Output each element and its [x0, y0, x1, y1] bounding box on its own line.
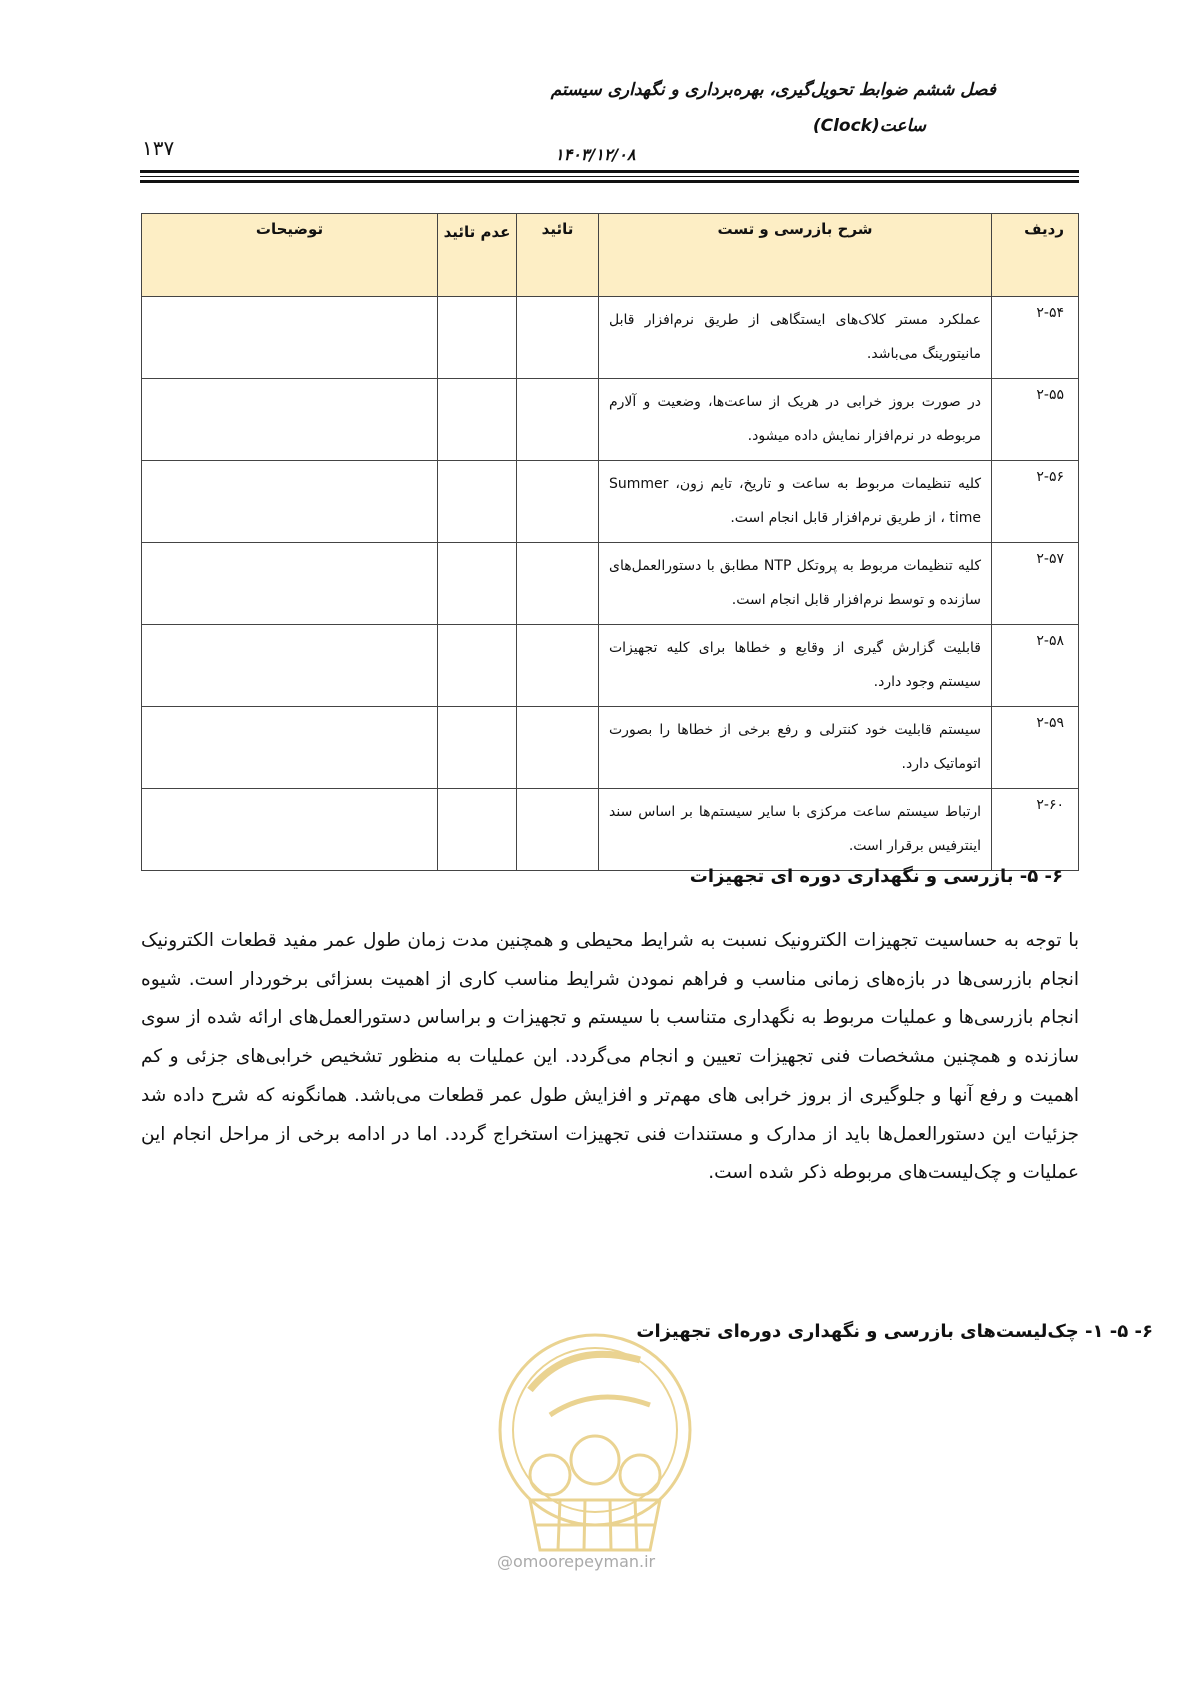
not-approved-cell — [438, 297, 517, 379]
table-row — [142, 461, 1079, 543]
row-description: قابلیت گزارش گیری از وقایع و خطاها برای کلیه تجهیزات سیستم وجود دارد. — [599, 625, 992, 707]
header-rule — [140, 180, 1079, 183]
table-row — [142, 543, 1079, 625]
page-number: ۱۳۷ — [142, 136, 175, 160]
table-row — [142, 379, 1079, 461]
table-row — [142, 707, 1079, 789]
chapter-title: فصل ششم ضوابط تحویل‌گیری، بهره‌برداری و نگهداری سیستم — [550, 80, 996, 100]
table-row — [142, 789, 1079, 871]
header-description: شرح بازرسی و تست — [599, 214, 992, 297]
section-paragraph: با توجه به حساسیت تجهیزات الکترونیک نسبت به شرایط محیطی و همچنین مدت زمان طول عمر مفید قطعات الکترونیک انجام بازرسی‌ها در بازه‌های زمانی مناسب و فراهم نمودن شرایط مناسب کاری از اهمیت بسزائی برخوردار است. شیوه انجام بازرسی‌ها و عملیات مربوط به نگهداری متناسب با سیستم و تجهیزات و براساس دستورالعمل‌های ارائه شده از سوی سازنده و همچنین مشخصات فنی تجهیزات تعیین و انجام می‌گردد. این عملیات به منظور تشخیص خرابی‌های جزئی و کم اهمیت و رفع آنها و جلوگیری از بروز خرابی های مهم‌تر و افزایش طول عمر قطعات می‌باشد. همانگونه که شرح داده شد جزئیات این دستورالعمل‌ها باید از مدارک و مستندات فنی تجهیزات استخراج گردد. اما در ادامه برخی از مراحل انجام این عملیات و چک‌لیست‌های مربوطه ذکر شده است. — [141, 930, 1079, 1184]
not-approved-cell — [438, 461, 517, 543]
section-heading: ۶- ۵- بازرسی و نگهداری دوره ای تجهیزات — [689, 866, 1063, 887]
notes-cell — [142, 543, 438, 625]
row-description: کلیه تنظیمات مربوط به ساعت و تاریخ، تایم زون، Summer time ، از طریق نرم‌افزار قابل انجام است. — [599, 461, 992, 543]
row-description: ارتباط سیستم ساعت مرکزی با سایر سیستم‌ها بر اساس سند اینترفیس برقرار است. — [599, 789, 992, 871]
row-description: در صورت بروز خرابی در هریک از ساعت‌ها، وضعیت و آلارم مربوطه در نرم‌افزار نمایش داده میشود. — [599, 379, 992, 461]
row-number: ۲-۵۶ — [992, 461, 1079, 543]
document-subtitle: ساعت(Clock) — [812, 116, 926, 136]
header-row-number: ردیف — [992, 214, 1079, 297]
not-approved-cell — [438, 379, 517, 461]
row-description: عملکرد مستر کلاک‌های ایستگاهی از طریق نرم‌افزار قابل مانیتورینگ می‌باشد. — [599, 297, 992, 379]
approved-cell — [517, 379, 599, 461]
notes-cell — [142, 625, 438, 707]
notes-cell — [142, 461, 438, 543]
row-description: سیستم قابلیت خود کنترلی و رفع برخی از خطاها را بصورت اتوماتیک دارد. — [599, 707, 992, 789]
approved-cell — [517, 461, 599, 543]
not-approved-cell — [438, 625, 517, 707]
table-header-row — [142, 214, 1079, 297]
header-notes: توضیحات — [142, 214, 438, 297]
header-rule — [140, 176, 1079, 177]
row-number: ۲-۵۵ — [992, 379, 1079, 461]
not-approved-cell — [438, 789, 517, 871]
header-approved: تائید — [517, 214, 599, 297]
notes-cell — [142, 707, 438, 789]
notes-cell — [142, 379, 438, 461]
watermark-text: @omoorepeyman.ir — [497, 1552, 656, 1571]
approved-cell — [517, 543, 599, 625]
subsection-heading: ۶- ۵- ۱- چک‌لیست‌های بازرسی و نگهداری دوره‌ای تجهیزات — [636, 1321, 1153, 1342]
row-number: ۲-۵۹ — [992, 707, 1079, 789]
approved-cell — [517, 789, 599, 871]
inspection-table — [141, 213, 1079, 871]
not-approved-cell — [438, 707, 517, 789]
row-number: ۲-۶۰ — [992, 789, 1079, 871]
table-row — [142, 297, 1079, 379]
notes-cell — [142, 297, 438, 379]
header-not-approved: عدم تائید — [438, 214, 517, 297]
omoore-peyman-logo-icon — [490, 1320, 700, 1580]
header-rule — [140, 170, 1079, 173]
row-description: کلیه تنظیمات مربوط به پروتکل NTP مطابق با دستورالعمل‌های سازنده و توسط نرم‌افزار قابل انجام است. — [599, 543, 992, 625]
approved-cell — [517, 297, 599, 379]
document-date: ۱۴۰۳/۱۲/۰۸ — [555, 145, 636, 164]
row-number: ۲-۵۷ — [992, 543, 1079, 625]
row-number: ۲-۵۴ — [992, 297, 1079, 379]
approved-cell — [517, 707, 599, 789]
not-approved-cell — [438, 543, 517, 625]
notes-cell — [142, 789, 438, 871]
approved-cell — [517, 625, 599, 707]
table-row — [142, 625, 1079, 707]
row-number: ۲-۵۸ — [992, 625, 1079, 707]
